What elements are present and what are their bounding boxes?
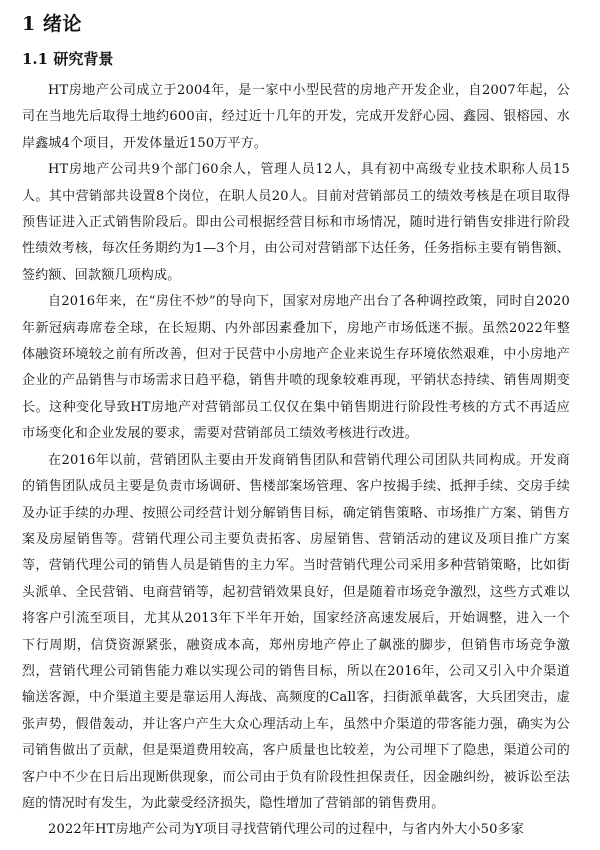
chapter-title: 1 绪论 — [22, 13, 82, 35]
paragraph-agency-search: 2022年HT房地产公司为Y项目寻找营销代理公司的过程中，与省内外大小50多家 — [48, 822, 525, 838]
paragraph-company-intro: HT房地产公司成立于2004年，是一家中小型民营的房地产开发企业，自2007年起，公司在当地先后取得土地约600亩，经过近十几年的开发，完成开发舒心园、鑫园、银榕园、水岸鑫城4个项目，开发体量近150万平方。 — [22, 83, 570, 151]
section-title: 1.1 研究背景 — [22, 50, 114, 68]
paragraph-sales-team-history: 在2016年以前，营销团队主要由开发商销售团队和营销代理公司团队共同构成。开发商的销售团队成员主要是负责市场调研、售楼部案场管理、客户按揭手续、抵押手续、交房手续及办证手续的办理、按照公司经营计划分解销售目标，确定销售策略、市场推广方案、销售方案及房屋销售等。营销代理公司主要负责拓客、房屋销售、营销活动的建议及项目推广方案等，营销代理公司的销售人员是销售的主力军。当时营销代理公司采用多种营销策略，比如街头派单、全民营销、电商营销等，起初营销效果良好，但是随着市场竞争激烈，这些方式难以将客户引流至项目，尤其从2013年下半年开始，国家经济高速发展后，开始调整，进入一个下行周期，信贷资源紧张，融资成本高，郑州房地产停止了飙涨的脚步，但销售市场竞争激烈，营销代理公司销售能力难以实现公司的销售目标，所以在2016年，公司又引入中介渠道输送客源，中介渠道主要是靠运用人海战、高频度的Call客，扫街派单截客，大兵团突击，虚张声势，假借轰动，并让客户产生大众心理活动上车，虽然中介渠道的带客能力强，确实为公司销售做出了贡献，但是渠道费用较高，客户质量也比较差，为公司埋下了隐患，渠道公司的客户中不少在日后出现断供现象，而公司由于负有阶段性担保责任，因金融纠纷，被诉讼至法庭的情况时有发生，为此蒙受经济损失，隐性增加了营销部的销售费用。 — [22, 452, 570, 811]
paragraph-staffing: HT房地产公司共9个部门60余人，管理人员12人，具有初中高级专业技术职称人员15人。其中营销部共设置8个岗位，在职人员20人。目前对营销部员工的绩效考核是在项目取得预售证进入正式销售阶段后。即由公司根据经营目标和市场情况，随时进行销售安排进行阶段性绩效考核，每次任务期约为1—3个月，由公司对营销部下达任务，任务指标主要有销售额、签约额、回款额几项构成。 — [22, 162, 570, 283]
paragraph-market-policy: 自2016年来，在“房住不炒”的导向下，国家对房地产出台了各种调控政策，同时自2020年新冠病毒席卷全球，在长短期、内外部因素叠加下，房地产市场低迷不振。虽然2022年整体融资环境较之前有所改善，但对于民营中小房地产企业来说生存环境依然艰难，中小房地产企业的产品销售与市场需求日趋平稳，销售井喷的现象较难再现，平销状态持续、销售周期变长。这种变化导致HT房地产对营销部员工仅仅在集中销售期进行阶段性考核的方式不再适应市场变化和企业发展的要求，需要对营销部员工绩效考核进行改进。 — [22, 294, 570, 442]
